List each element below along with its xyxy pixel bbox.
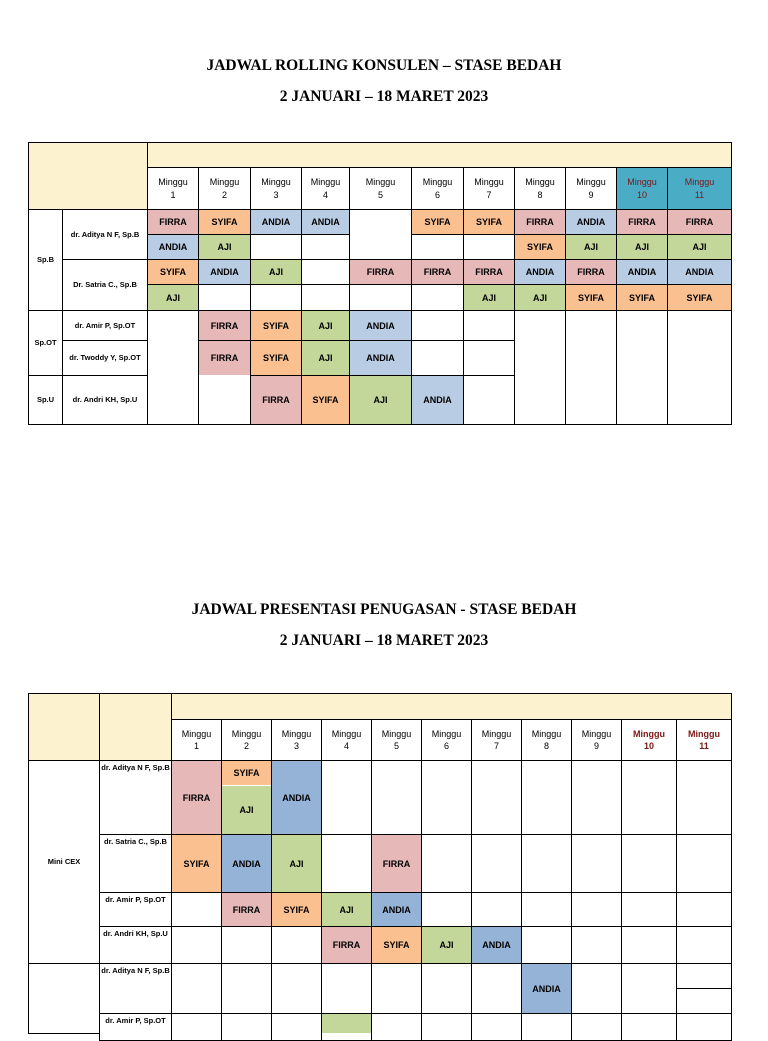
schedule-tag: SYIFA: [172, 835, 221, 892]
week-header: Minggu 9: [571, 719, 622, 761]
schedule-tag: AJI: [617, 235, 667, 259]
schedule-cell: [421, 834, 472, 893]
schedule-cell: [171, 926, 222, 964]
schedule-tag: ANDIA: [472, 927, 521, 963]
doctor-name: dr. Amir P, Sp.OT: [99, 892, 172, 927]
schedule-cell: [421, 963, 472, 1014]
schedule-cell: [521, 760, 572, 835]
week-header: Minggu 1: [147, 167, 199, 210]
schedule-tag: FIRRA: [172, 761, 221, 834]
schedule-tag: FIRRA: [251, 376, 301, 424]
task-mini-cex: Mini CEX: [28, 760, 100, 964]
schedule-tag: AJI: [422, 927, 471, 963]
schedule-cell: [471, 1013, 522, 1041]
schedule-tag: AJI: [302, 311, 349, 340]
schedule-cell: [571, 963, 622, 1014]
schedule-cell: [171, 892, 222, 927]
week-header: Minggu 11: [676, 719, 732, 761]
schedule-cell: [621, 963, 677, 1014]
schedule-tag: AJI: [464, 285, 514, 310]
schedule-cell: [271, 926, 322, 964]
schedule-tag: AJI: [668, 235, 731, 259]
week-header: Minggu 3: [271, 719, 322, 761]
schedule-cell: [221, 926, 272, 964]
schedule-cell: [171, 1013, 222, 1041]
schedule-tag: FIRRA: [350, 260, 411, 284]
table1-subtitle: 2 JANUARI – 18 MARET 2023: [279, 88, 489, 105]
schedule-tag: FIRRA: [412, 260, 463, 284]
schedule-cell: [321, 834, 372, 893]
schedule-tag: FIRRA: [617, 210, 667, 234]
schedule-tag: FIRRA: [322, 927, 371, 963]
schedule-cell: [321, 760, 372, 835]
schedule-cell: [676, 760, 732, 835]
doctor-name: dr. Aditya N F, Sp.B: [99, 760, 172, 835]
schedule-cell: [471, 834, 522, 893]
schedule-cell: [571, 892, 622, 927]
schedule-tag: SYIFA: [668, 285, 731, 310]
schedule-tag: ANDIA: [412, 376, 463, 424]
schedule-cell: [621, 1013, 677, 1041]
week-header: Minggu 2: [198, 167, 251, 210]
week-header: Minggu 7: [471, 719, 522, 761]
konsulen-header: [99, 693, 172, 761]
schedule-cell: [471, 892, 522, 927]
schedule-tag: ANDIA: [372, 893, 421, 926]
schedule-tag: SYIFA: [148, 260, 198, 284]
schedule-tag: SYIFA: [199, 210, 250, 234]
schedule-tag: ANDIA: [222, 835, 271, 892]
schedule-tag: ANDIA: [302, 210, 349, 234]
schedule-tag: SYIFA: [617, 285, 667, 310]
schedule-tag: SYIFA: [566, 285, 616, 310]
schedule-tag: SYIFA: [302, 376, 349, 424]
schedule-tag: AJI: [148, 285, 198, 310]
schedule-cell: [676, 988, 732, 1014]
schedule-cell: [621, 760, 677, 835]
week-header: Minggu 9: [565, 167, 617, 210]
schedule-tag: AJI: [222, 786, 271, 834]
doctor-name: dr. Aditya N F, Sp.B: [62, 209, 148, 260]
minggu-ke-header: [171, 693, 732, 720]
schedule-cell: [421, 760, 472, 835]
schedule-cell: [521, 926, 572, 964]
schedule-tag: FIRRA: [222, 893, 271, 926]
week-header: Minggu 4: [321, 719, 372, 761]
schedule-cell: [271, 963, 322, 1014]
week-header: Minggu 5: [371, 719, 422, 761]
schedule-cell: [621, 834, 677, 893]
doctor-name: dr. Andri KH, Sp.U: [62, 375, 148, 425]
schedule-cell: [521, 834, 572, 893]
schedule-tag: AJI: [322, 893, 371, 926]
schedule-cell: [371, 963, 422, 1014]
table2-subtitle: 2 JANUARI – 18 MARET 2023: [279, 632, 489, 649]
week-header: Minggu 6: [421, 719, 472, 761]
schedule-tag: AJI: [350, 376, 411, 424]
schedule-tag: SYIFA: [251, 341, 301, 375]
group-spb: Sp.B: [28, 209, 63, 311]
schedule-tag: AJI: [515, 285, 565, 310]
schedule-tag: ANDIA: [617, 260, 667, 284]
schedule-cell: [521, 1013, 572, 1041]
schedule-tag: ANDIA: [199, 260, 250, 284]
schedule-cell: [271, 1013, 322, 1041]
schedule-tag: AJI: [272, 835, 321, 892]
schedule-tag: SYIFA: [272, 893, 321, 926]
schedule-cell: [221, 1013, 272, 1041]
doctor-name: dr. Amir P, Sp.OT: [99, 1013, 172, 1041]
week-header: Minggu 8: [514, 167, 566, 210]
schedule-tag: ANDIA: [251, 210, 301, 234]
schedule-tag: FIRRA: [515, 210, 565, 234]
doctor-name: dr. Amir P, Sp.OT: [62, 310, 148, 341]
week-header: Minggu 10: [621, 719, 677, 761]
schedule-tag: SYIFA: [515, 235, 565, 259]
tugas-header: [28, 693, 100, 761]
schedule-cell: [676, 1013, 732, 1041]
schedule-tag: AJI: [251, 260, 301, 284]
schedule-cell: [571, 760, 622, 835]
doctor-name: dr. Satria C., Sp.B: [99, 834, 172, 893]
schedule-cell: [371, 760, 422, 835]
week-header: Minggu 2: [221, 719, 272, 761]
schedule-cell: [221, 963, 272, 1014]
schedule-cell: [521, 892, 572, 927]
schedule-tag: SYIFA: [464, 210, 514, 234]
schedule-tag: AJI: [302, 341, 349, 375]
schedule-tag: ANDIA: [350, 311, 411, 340]
schedule-tag: SYIFA: [372, 927, 421, 963]
group-spu: Sp.U: [28, 375, 63, 425]
group-spot: Sp.OT: [28, 310, 63, 376]
schedule-tag: FIRRA: [148, 210, 198, 234]
doctor-name: dr. Aditya N F, Sp.B: [99, 963, 172, 1014]
table2-title: JADWAL PRESENTASI PENUGASAN - STASE BEDAH: [191, 601, 577, 618]
schedule-tag: FIRRA: [464, 260, 514, 284]
schedule-tag: SYIFA: [222, 761, 271, 785]
schedule-cell: [471, 963, 522, 1014]
schedule-cell: [676, 963, 732, 989]
schedule-cell: [676, 834, 732, 893]
week-header: Minggu 6: [411, 167, 464, 210]
week-header: Minggu 4: [301, 167, 350, 210]
schedule-tag: ANDIA: [668, 260, 731, 284]
schedule-tag: ANDIA: [350, 341, 411, 375]
week-header: Minggu 10: [616, 167, 668, 210]
schedule-cell: [421, 1013, 472, 1041]
schedule-tag: FIRRA: [372, 835, 421, 892]
schedule-tag: ANDIA: [515, 260, 565, 284]
schedule-cell: [471, 760, 522, 835]
week-header: Minggu 3: [250, 167, 302, 210]
schedule-tag: FIRRA: [668, 210, 731, 234]
week-header: Minggu 1: [171, 719, 222, 761]
schedule-tag: SYIFA: [412, 210, 463, 234]
schedule-tag: ANDIA: [148, 235, 198, 259]
schedule-cell: [571, 926, 622, 964]
week-header: Minggu 5: [349, 167, 412, 210]
week-header: Minggu 8: [521, 719, 572, 761]
schedule-cell: [676, 892, 732, 927]
doctor-name: dr. Twoddy Y, Sp.OT: [62, 340, 148, 376]
schedule-cell: [621, 892, 677, 927]
schedule-tag: FIRRA: [566, 260, 616, 284]
table1-title: JADWAL ROLLING KONSULEN – STASE BEDAH: [206, 57, 562, 74]
schedule-cell: [421, 892, 472, 927]
task-cell: [28, 963, 100, 1034]
schedule-cell: [321, 963, 372, 1014]
week-header: Minggu 11: [667, 167, 732, 210]
doctor-name: Dr. Satria C., Sp.B: [62, 259, 148, 311]
schedule-tag: ANDIA: [272, 761, 321, 834]
schedule-cell: [571, 834, 622, 893]
schedule-cell: [571, 1013, 622, 1041]
schedule-tag: ANDIA: [522, 964, 571, 1013]
schedule-tag: AJI: [566, 235, 616, 259]
schedule-tag: FIRRA: [199, 311, 250, 340]
week-header: Minggu 7: [463, 167, 515, 210]
doctor-name: dr. Andri KH, Sp.U: [99, 926, 172, 964]
schedule-tag: AJI: [199, 235, 250, 259]
schedule-cell: [621, 926, 677, 964]
schedule-cell: [371, 1013, 422, 1041]
schedule-tag: ANDIA: [566, 210, 616, 234]
schedule-cell: [171, 963, 222, 1014]
schedule-tag: FIRRA: [199, 341, 250, 375]
schedule-tag: SYIFA: [251, 311, 301, 340]
schedule-cell: [676, 926, 732, 964]
